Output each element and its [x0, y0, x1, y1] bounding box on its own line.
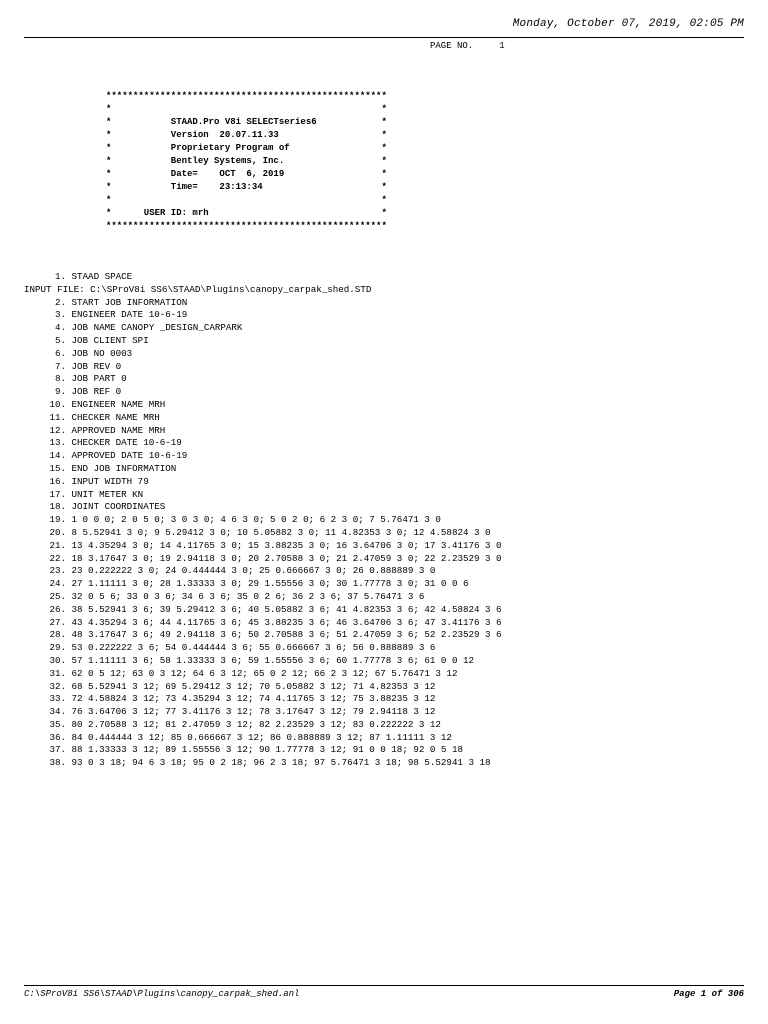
line-number: 20. [49, 526, 66, 538]
line-number: 29. [49, 642, 66, 654]
input-listing [24, 271, 502, 770]
line-text: 48 3.17647 3 6; 49 2.94118 3 6; 50 2.70588 3 6; 51 2.47059 3 6; 52 2.23529 3 6 [71, 629, 502, 641]
line-number: 6. [54, 347, 66, 359]
listing-line [24, 668, 502, 681]
line-text: INPUT FILE: C:\SProV8i SS6\STAAD\Plugins\canopy_carpak_shed.STD [24, 283, 372, 295]
line-number: 30. [49, 654, 66, 666]
line-number: 38. [49, 757, 66, 769]
line-text: START JOB INFORMATION [71, 296, 188, 308]
line-text: ENGINEER DATE 10-6-19 [71, 309, 188, 321]
report-datetime: Monday, October 07, 2019, 02:05 PM [512, 18, 744, 30]
banner-line: * USER ID: mrh * [106, 208, 387, 218]
line-text: 76 3.64706 3 12; 77 3.41176 3 12; 78 3.17647 3 12; 79 2.94118 3 12 [71, 706, 436, 718]
listing-line [24, 744, 502, 757]
listing-line [24, 617, 502, 630]
line-text: 84 0.444444 3 12; 85 0.666667 3 12; 86 0.888889 3 12; 87 1.11111 3 12 [71, 731, 452, 743]
footer-file-path: C:\SProV8i SS6\STAAD\Plugins\canopy_carpak_shed.anl [24, 989, 300, 999]
banner-line: * * [106, 195, 387, 205]
listing-line [24, 297, 502, 310]
banner-line: **************************************************** [106, 91, 387, 101]
line-text: 23 0.222222 3 0; 24 0.444444 3 0; 25 0.666667 3 0; 26 0.888889 3 0 [71, 565, 436, 577]
line-number: 35. [49, 718, 66, 730]
line-number: 22. [49, 552, 66, 564]
listing-line [24, 463, 502, 476]
listing-line [24, 757, 502, 770]
listing-line [24, 591, 502, 604]
listing-line [24, 361, 502, 374]
listing-line [24, 335, 502, 348]
line-text: 38 5.52941 3 6; 39 5.29412 3 6; 40 5.05882 3 6; 41 4.82353 3 6; 42 4.58824 3 6 [71, 603, 502, 615]
listing-line [24, 604, 502, 617]
listing-line [24, 578, 502, 591]
banner-line: * Proprietary Program of * [106, 143, 387, 153]
banner-line: * * [106, 104, 387, 114]
line-number: 34. [49, 706, 66, 718]
listing-line [24, 425, 502, 438]
listing-line [24, 706, 502, 719]
listing-line [24, 565, 502, 578]
line-text: ENGINEER NAME MRH [71, 398, 166, 410]
line-number: 12. [49, 424, 66, 436]
line-text: CHECKER DATE 10-6-19 [71, 437, 182, 449]
banner-line: * Version 20.07.11.33 * [106, 130, 387, 140]
line-text: 18 3.17647 3 0; 19 2.94118 3 0; 20 2.70588 3 0; 21 2.47059 3 0; 22 2.23529 3 0 [71, 552, 502, 564]
listing-line [24, 540, 502, 553]
listing-line [24, 642, 502, 655]
line-text: 43 4.35294 3 6; 44 4.11765 3 6; 45 3.88235 3 6; 46 3.64706 3 6; 47 3.41176 3 6 [71, 616, 502, 628]
line-number: 4. [54, 322, 66, 334]
listing-line [24, 399, 502, 412]
listing-line [24, 437, 502, 450]
line-number: 15. [49, 462, 66, 474]
footer-rule [24, 985, 744, 986]
line-text: 80 2.70588 3 12; 81 2.47059 3 12; 82 2.23529 3 12; 83 0.222222 3 12 [71, 718, 441, 730]
line-number: 36. [49, 731, 66, 743]
listing-line [24, 629, 502, 642]
line-number: 3. [54, 309, 66, 321]
line-number: 13. [49, 437, 66, 449]
listing-line [24, 655, 502, 668]
line-text: JOB REV 0 [71, 360, 122, 372]
listing-line [24, 373, 502, 386]
line-number: 25. [49, 590, 66, 602]
line-text: JOB CLIENT SPI [71, 334, 149, 346]
listing-line [24, 348, 502, 361]
line-text: 1 0 0 0; 2 0 5 0; 3 0 3 0; 4 6 3 0; 5 0 2 0; 6 2 3 0; 7 5.76471 3 0 [71, 514, 441, 526]
line-text: JOB NAME CANOPY _DESIGN_CARPARK [71, 322, 243, 334]
listing-line [24, 489, 502, 502]
banner-line: * Time= 23:13:34 * [106, 182, 387, 192]
line-text: 72 4.58824 3 12; 73 4.35294 3 12; 74 4.11765 3 12; 75 3.88235 3 12 [71, 693, 436, 705]
line-number: 11. [49, 411, 66, 423]
line-text: JOB PART 0 [71, 373, 127, 385]
listing-line [24, 450, 502, 463]
line-text: 68 5.52941 3 12; 69 5.29412 3 12; 70 5.05882 3 12; 71 4.82353 3 12 [71, 680, 436, 692]
line-number: 27. [49, 616, 66, 628]
line-text: 62 0 5 12; 63 0 3 12; 64 6 3 12; 65 0 2 12; 66 2 3 12; 67 5.76471 3 12 [71, 667, 458, 679]
line-text: APPROVED DATE 10-6-19 [71, 450, 188, 462]
page-no-value: 1 [499, 41, 505, 51]
line-text: CHECKER NAME MRH [71, 411, 160, 423]
input-file-line [24, 284, 502, 297]
listing-line [24, 693, 502, 706]
line-number: 7. [54, 360, 66, 372]
line-number: 26. [49, 603, 66, 615]
line-number: 32. [49, 680, 66, 692]
header-rule [24, 37, 744, 38]
line-number: 18. [49, 501, 66, 513]
listing-line [24, 476, 502, 489]
listing-line [24, 719, 502, 732]
line-text: 93 0 3 18; 94 6 3 18; 95 0 2 18; 96 2 3 18; 97 5.76471 3 18; 98 5.52941 3 18 [71, 757, 491, 769]
page-no-label: PAGE NO. [430, 41, 474, 51]
banner-line: * Date= OCT 6, 2019 * [106, 169, 387, 179]
line-text: 8 5.52941 3 0; 9 5.29412 3 0; 10 5.05882 3 0; 11 4.82353 3 0; 12 4.58824 3 0 [71, 526, 491, 538]
line-text: 13 4.35294 3 0; 14 4.11765 3 0; 15 3.88235 3 0; 16 3.64706 3 0; 17 3.41176 3 0 [71, 539, 502, 551]
listing-line [24, 681, 502, 694]
line-number: 31. [49, 667, 66, 679]
banner-line: **************************************************** [106, 221, 387, 231]
footer-page-info: Page 1 of 306 [673, 989, 744, 999]
line-number: 5. [54, 334, 66, 346]
line-number: 1. [54, 271, 66, 282]
banner-line: * STAAD.Pro V8i SELECTseries6 * [106, 117, 387, 127]
line-number: 33. [49, 693, 66, 705]
line-text: 27 1.11111 3 0; 28 1.33333 3 0; 29 1.55556 3 0; 30 1.77778 3 0; 31 0 0 6 [71, 578, 469, 590]
line-text: END JOB INFORMATION [71, 462, 177, 474]
line-number: 8. [54, 373, 66, 385]
line-text: INPUT WIDTH 79 [71, 475, 149, 487]
listing-line [24, 309, 502, 322]
line-number: 37. [49, 744, 66, 756]
line-text: 57 1.11111 3 6; 58 1.33333 3 6; 59 1.55556 3 6; 60 1.77778 3 6; 61 0 0 12 [71, 654, 474, 666]
line-number: 19. [49, 514, 66, 526]
line-number: 16. [49, 475, 66, 487]
line-text: JOINT COORDINATES [71, 501, 166, 513]
listing-line [24, 501, 502, 514]
listing-line [24, 732, 502, 745]
line-number: 17. [49, 488, 66, 500]
line-text: 88 1.33333 3 12; 89 1.55556 3 12; 90 1.77778 3 12; 91 0 0 18; 92 0 5 18 [71, 744, 463, 756]
listing-line [24, 271, 502, 284]
line-text: JOB NO 0003 [71, 347, 133, 359]
line-text: 53 0.222222 3 6; 54 0.444444 3 6; 55 0.666667 3 6; 56 0.888889 3 6 [71, 642, 436, 654]
line-number: 9. [54, 386, 66, 398]
line-number: 10. [49, 398, 66, 410]
listing-line [24, 412, 502, 425]
listing-line [24, 386, 502, 399]
listing-line [24, 514, 502, 527]
line-number: 14. [49, 450, 66, 462]
line-number: 21. [49, 539, 66, 551]
line-text: UNIT METER KN [71, 488, 144, 500]
line-text: JOB REF 0 [71, 386, 122, 398]
line-text: APPROVED NAME MRH [71, 424, 166, 436]
listing-line [24, 322, 502, 335]
line-text: 32 0 5 6; 33 0 3 6; 34 6 3 6; 35 0 2 6; 36 2 3 6; 37 5.76471 3 6 [71, 590, 425, 602]
line-text: STAAD SPACE [71, 271, 133, 282]
listing-line [24, 527, 502, 540]
line-number: 23. [49, 565, 66, 577]
line-number: 24. [49, 578, 66, 590]
line-number: 28. [49, 629, 66, 641]
line-number: 2. [54, 296, 66, 308]
program-banner [106, 90, 387, 233]
banner-line: * Bentley Systems, Inc. * [106, 156, 387, 166]
page-number [430, 41, 505, 51]
listing-line [24, 553, 502, 566]
